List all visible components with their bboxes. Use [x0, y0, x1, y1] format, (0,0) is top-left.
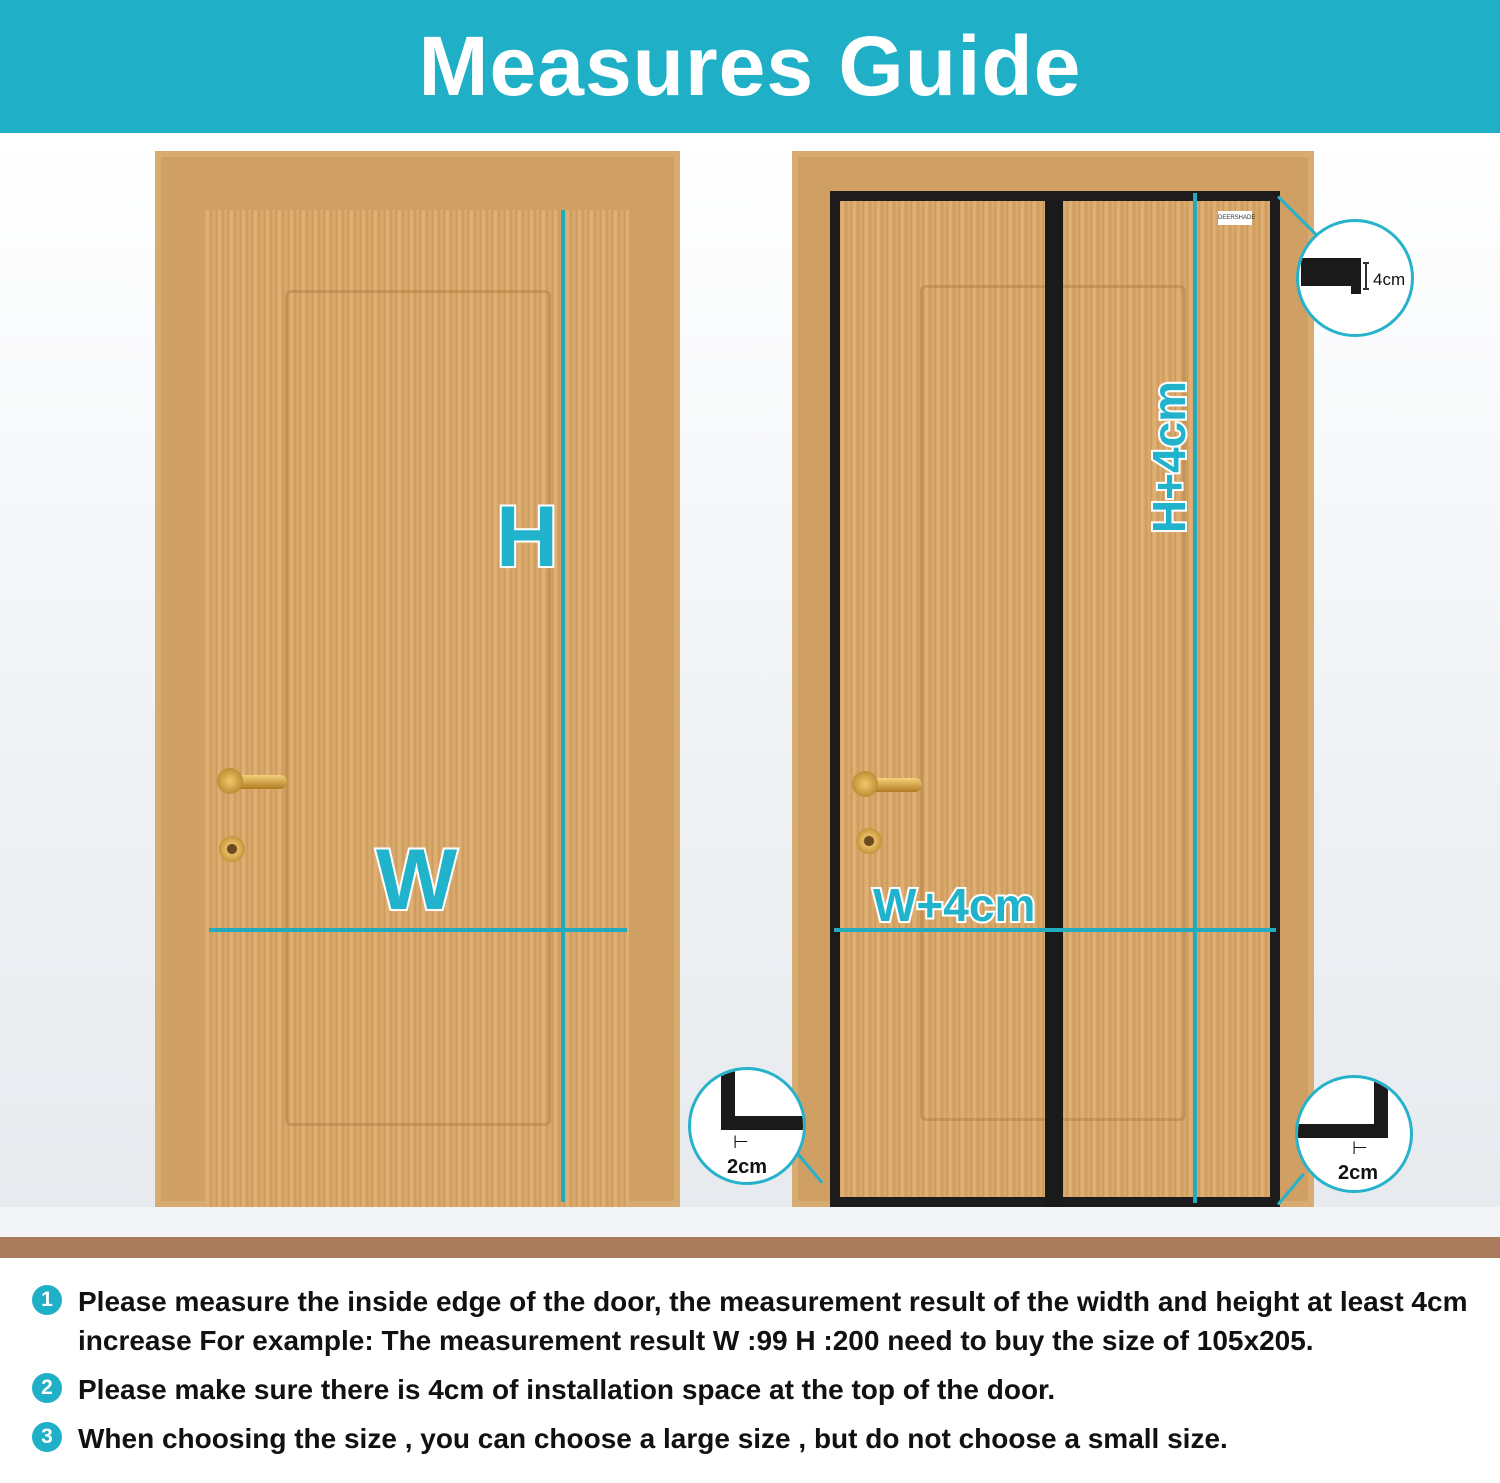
step-number-badge: 3	[32, 1422, 62, 1452]
floor	[0, 1237, 1500, 1258]
instruction-item	[32, 1370, 1472, 1409]
left-door	[205, 210, 629, 1207]
step-number-badge: 1	[32, 1285, 62, 1315]
right-height-line	[1193, 193, 1197, 1203]
callout-top-corner	[1296, 219, 1414, 337]
page-title: Measures Guide	[418, 19, 1082, 113]
step-number-badge: 2	[32, 1373, 62, 1403]
zoom-frame-corner	[1301, 258, 1361, 294]
callout-top-label: 4cm	[1373, 270, 1406, 289]
brand-tag: DEERSHADE	[1218, 211, 1252, 225]
left-width-label: W	[376, 832, 458, 928]
left-height-line	[561, 210, 565, 1202]
instruction-item	[32, 1419, 1472, 1458]
instruction-text: Please make sure there is 4cm of installation space at the top of the door.	[78, 1374, 1056, 1405]
callout-bottom-right-corner	[1295, 1075, 1413, 1193]
left-door-panel	[285, 290, 551, 1126]
instruction-text: Please measure the inside edge of the door, the measurement result of the width and height at least 4cm increase For example: The measurement result W :99 H :200 need to buy the size of 105x205.	[78, 1286, 1468, 1356]
instruction-text: When choosing the size , you can choose a large size , but do not choose a small size.	[78, 1423, 1228, 1454]
callout-bottom-left-corner	[688, 1067, 806, 1185]
skirting-board	[0, 1207, 1500, 1237]
screen-center-strip	[1045, 201, 1063, 1207]
door-illustration	[0, 133, 1500, 1258]
header-banner	[0, 0, 1500, 133]
left-door-keyhole	[219, 836, 245, 862]
zoom-frame-corner	[1295, 1075, 1388, 1138]
callout-bottom-right-label: 2cm	[1338, 1162, 1379, 1184]
callout-bottom-left-label: 2cm	[727, 1156, 768, 1178]
right-height-label: H+4cm	[1143, 380, 1195, 534]
callout-bottom-right-mark: ⊢	[1352, 1138, 1368, 1158]
left-height-label: H	[496, 489, 559, 585]
instructions-list	[32, 1282, 1472, 1468]
right-width-label: W+4cm	[873, 879, 1036, 931]
left-door-handle-rose	[217, 768, 243, 794]
instruction-item	[32, 1282, 1472, 1360]
dimension-mark	[1363, 262, 1369, 290]
zoom-frame-corner	[721, 1067, 806, 1130]
callout-bottom-left-mark: ⊢	[733, 1132, 749, 1152]
